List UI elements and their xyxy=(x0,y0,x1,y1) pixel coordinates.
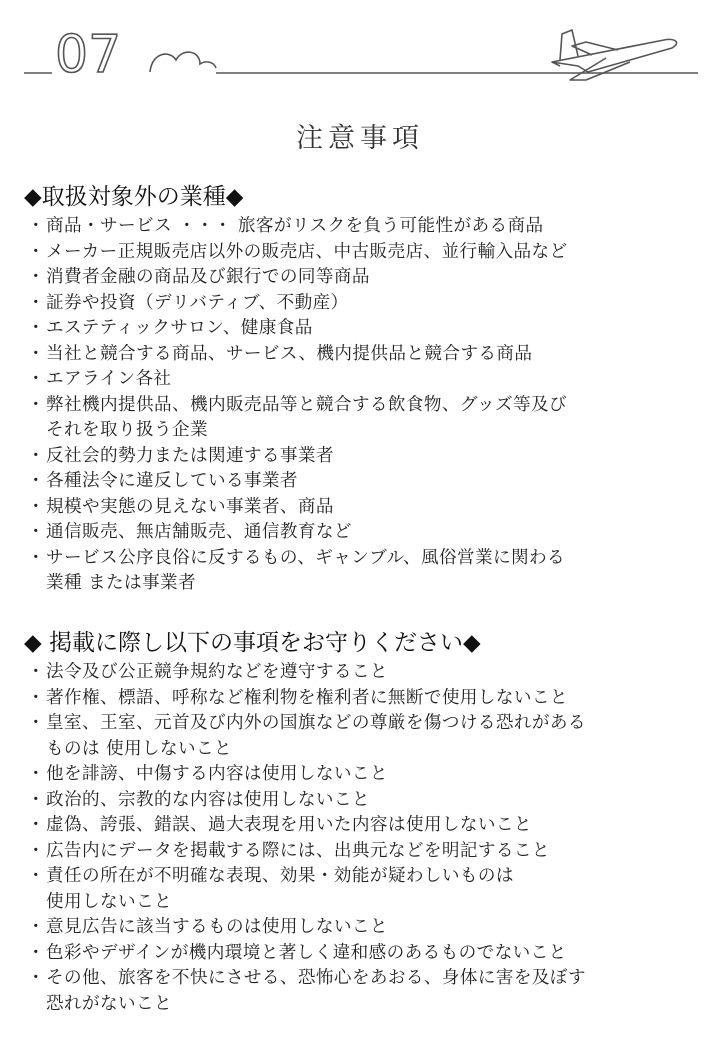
list-item xyxy=(24,291,704,317)
list-item xyxy=(24,367,704,393)
list-item xyxy=(24,316,704,342)
list-item-text: 証券や投資（デリバティブ、不動産） xyxy=(46,292,349,313)
list-item xyxy=(24,966,704,1017)
page-header xyxy=(0,0,720,90)
list-item xyxy=(24,393,704,444)
bullet: ・ xyxy=(27,789,45,810)
bullet: ・ xyxy=(27,241,45,262)
list-item-text: 当社と競合する商品、サービス、機内提供品と競合する商品 xyxy=(46,343,533,364)
list-item-text: 意見広告に該当するものは使用しないこと xyxy=(46,917,388,937)
list-item xyxy=(24,813,704,839)
bullet: ・ xyxy=(27,471,45,491)
list-item xyxy=(24,495,704,521)
list-item xyxy=(24,864,704,915)
bullet: ・ xyxy=(27,522,45,542)
list-item xyxy=(24,915,704,941)
list-item-text: 商品・サービス ・・・ 旅客がリスクを負う可能性がある商品 xyxy=(46,216,544,236)
list-item xyxy=(24,342,704,368)
list-item xyxy=(24,265,704,291)
page-number: 07 xyxy=(55,25,122,85)
list-item xyxy=(24,788,704,814)
list-item-text: 規模や実態の見えない事業者、商品 xyxy=(46,496,334,517)
bullet: ・ xyxy=(27,369,45,389)
list-item xyxy=(24,941,704,967)
list-item xyxy=(24,686,704,712)
list-item-text: 弊社機内提供品、機内販売品等と競合する飲食物、グッズ等及び それを取り扱う企業 xyxy=(46,394,567,440)
item-list xyxy=(24,214,704,597)
bullet: ・ xyxy=(27,866,45,886)
bullet: ・ xyxy=(27,445,45,466)
bullet: ・ xyxy=(27,496,45,517)
section-heading: ◆取扱対象外の業種◆ xyxy=(24,184,244,210)
bullet: ・ xyxy=(27,343,45,364)
section-heading: ◆ 掲載に際し以下の事項をお守りください◆ xyxy=(24,630,481,656)
list-item-text: 著作権、標語、呼称など権利物を権利者に無断で使用しないこと xyxy=(46,687,568,708)
list-item xyxy=(24,762,704,788)
list-item-text: メーカー正規販売店以外の販売店、中古販売店、並行輸入品など xyxy=(46,241,568,262)
list-item-text: エアライン各社 xyxy=(46,369,172,389)
cloud-icon xyxy=(150,52,216,72)
list-item xyxy=(24,546,704,597)
bullet: ・ xyxy=(27,394,45,415)
list-item-text: 反社会的勢力または関連する事業者 xyxy=(46,445,334,466)
list-item-text: 通信販売、無店舗販売、通信教育など xyxy=(46,522,352,542)
header-decoration xyxy=(0,0,720,90)
list-item xyxy=(24,214,704,240)
section-publication-rules xyxy=(24,626,704,1017)
list-item xyxy=(24,469,704,495)
list-item-text: 責任の所在が不明確な表現、効果・効能が疑わしいものは 使用しないこと xyxy=(46,866,514,912)
list-item-text: 各種法令に違反している事業者 xyxy=(46,471,298,491)
bullet: ・ xyxy=(27,968,45,988)
bullet: ・ xyxy=(27,547,45,568)
list-item-text: 虚偽、誇張、錯誤、過大表現を用いた内容は使用しないこと xyxy=(46,815,532,835)
list-item-text: 皇室、王室、元首及び内外の国旗などの尊厳を傷つける恐れがある ものは 使用しないこと xyxy=(46,713,586,759)
bullet: ・ xyxy=(27,942,45,963)
list-item xyxy=(24,839,704,865)
list-item-text: 法令及び公正競争規約などを遵守すること xyxy=(46,662,388,682)
page-title: 注意事項 xyxy=(296,123,424,154)
list-item-text: エステティックサロン、健康食品 xyxy=(46,318,313,338)
bullet: ・ xyxy=(27,917,45,937)
bullet: ・ xyxy=(27,713,45,733)
list-item-text: サービス公序良俗に反するもの、ギャンブル、風俗営業に関わる 業種 または事業者 xyxy=(46,547,566,593)
list-item xyxy=(24,711,704,762)
list-item-text: 広告内にデータを掲載する際には、出典元などを明記すること xyxy=(46,840,550,861)
list-item xyxy=(24,660,704,686)
list-item xyxy=(24,444,704,470)
list-item-text: その他、旅客を不快にさせる、恐怖心をあおる、身体に害を及ぼす 恐れがないこと xyxy=(46,968,586,1014)
list-item-text: 色彩やデザインが機内環境と著しく違和感のあるものでないこと xyxy=(46,942,567,963)
bullet: ・ xyxy=(27,318,45,338)
section-excluded-industries xyxy=(24,180,704,597)
list-item-text: 政治的、宗教的な内容は使用しないこと xyxy=(46,789,370,810)
list-item xyxy=(24,240,704,266)
bullet: ・ xyxy=(27,815,45,835)
list-item xyxy=(24,520,704,546)
list-item-text: 消費者金融の商品及び銀行での同等商品 xyxy=(46,267,370,287)
bullet: ・ xyxy=(27,216,45,236)
bullet: ・ xyxy=(27,662,45,682)
bullet: ・ xyxy=(27,267,45,287)
bullet: ・ xyxy=(27,764,45,784)
list-item-text: 他を誹謗、中傷する内容は使用しないこと xyxy=(46,764,388,784)
bullet: ・ xyxy=(27,292,45,313)
bullet: ・ xyxy=(27,687,45,708)
bullet: ・ xyxy=(27,840,45,861)
item-list xyxy=(24,660,704,1017)
